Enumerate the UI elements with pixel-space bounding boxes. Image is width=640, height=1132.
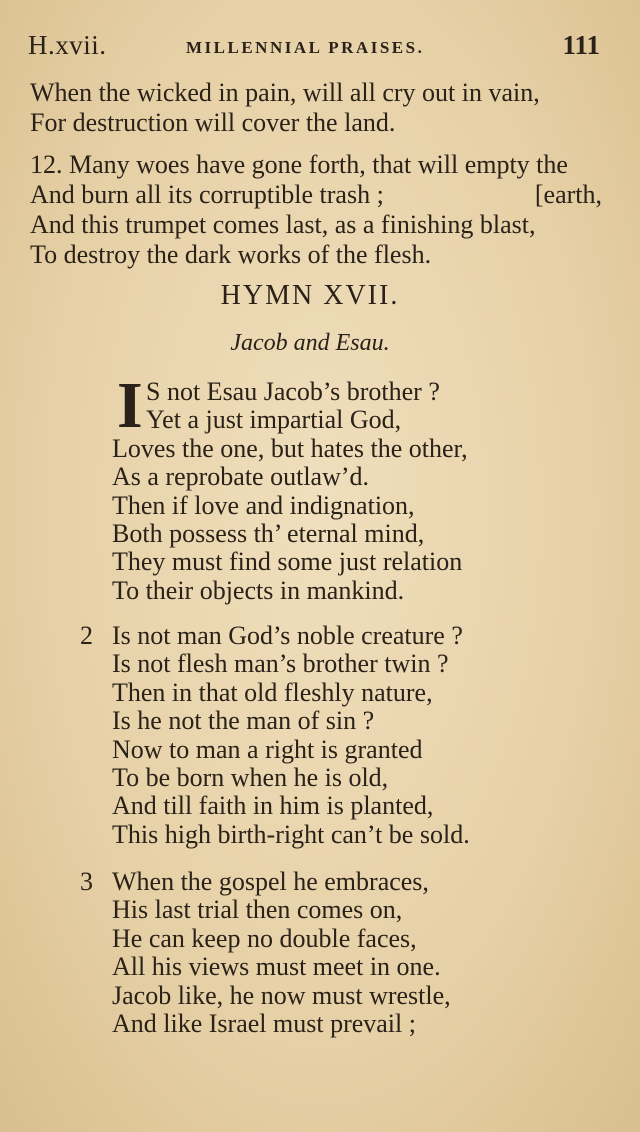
verse-2 xyxy=(80,621,532,849)
verse-line-text: Many woes have gone forth, that will empty the xyxy=(69,150,568,179)
verse-3 xyxy=(80,867,532,1039)
text-line: To be born when he is old, xyxy=(112,763,389,793)
text-line: His last trial then comes on, xyxy=(112,895,403,925)
verse-number: 12. xyxy=(30,150,63,179)
text-line: Is not flesh man’s brother twin ? xyxy=(112,649,449,679)
text-line: They must find some just relation xyxy=(112,547,463,577)
verse-1 xyxy=(112,369,532,605)
text-line: Then in that old fleshly nature, xyxy=(112,677,433,707)
text-line: Jacob like, he now must wrestle, xyxy=(112,980,451,1010)
verse-number: 2 xyxy=(80,621,93,650)
text-line: Loves the one, but hates the other, xyxy=(112,433,468,463)
text-line: He can keep no double faces, xyxy=(112,923,417,953)
text-line: This high birth-right can’t be sold. xyxy=(112,819,470,849)
page-header xyxy=(28,30,600,66)
text-line: To their objects in mankind. xyxy=(112,575,405,605)
drop-cap: I xyxy=(117,369,143,442)
text-line: S not Esau Jacob’s brother ? xyxy=(146,377,440,406)
text-line: Then if love and indignation, xyxy=(112,490,415,520)
text-line: Yet a just impartial God, xyxy=(146,405,402,435)
carryover-word: [earth, xyxy=(534,180,602,209)
text-line: As a reprobate outlaw’d. xyxy=(112,462,370,492)
verse-line-text: And burn all its corruptible trash ; xyxy=(30,180,384,209)
hymn-title: HYMN XVII. xyxy=(220,280,400,311)
text-line xyxy=(30,150,610,180)
page-number: 111 xyxy=(562,30,600,60)
text-line: And till faith in him is planted, xyxy=(112,791,434,821)
hymn-subtitle: Jacob and Esau. xyxy=(230,330,390,356)
text-line: All his views must meet in one. xyxy=(112,952,441,982)
text-line: Now to man a right is granted xyxy=(112,734,423,764)
section-marker: H.xvii. xyxy=(28,30,107,60)
verse-12 xyxy=(30,150,610,270)
text-line: And this trumpet comes last, as a finishing blast, xyxy=(30,210,536,239)
text-line: And like Israel must prevail ; xyxy=(112,1009,416,1039)
text-line: Is he not the man of sin ? xyxy=(112,706,375,736)
running-title: MILLENNIAL PRAISES. xyxy=(186,38,425,57)
text-line: Both possess th’ eternal mind, xyxy=(112,519,425,549)
verse-number: 3 xyxy=(80,867,93,896)
previous-hymn-ending xyxy=(30,78,610,138)
text-line: To destroy the dark works of the flesh. xyxy=(30,240,432,269)
text-line xyxy=(30,180,602,210)
text-line: When the wicked in pain, will all cry out in vain, xyxy=(30,78,540,107)
text-line: When the gospel he embraces, xyxy=(112,867,429,896)
text-line: For destruction will cover the land. xyxy=(30,108,396,137)
text-line: Is not man God’s noble creature ? xyxy=(112,621,463,650)
